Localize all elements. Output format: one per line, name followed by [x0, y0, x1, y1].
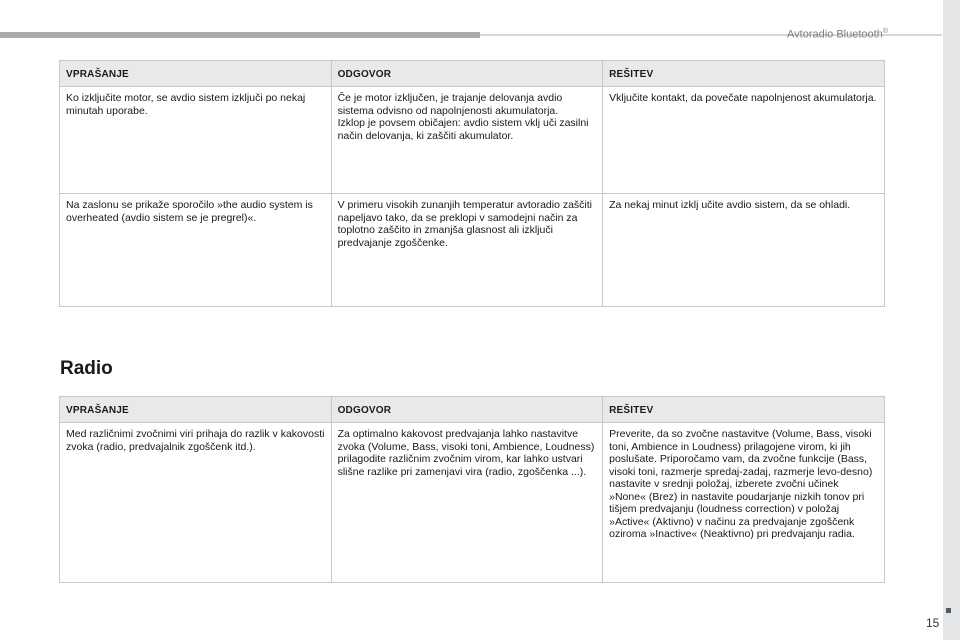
solution-cell: Vključite kontakt, da povečate napolnjenost akumulatorja. — [603, 87, 885, 194]
answer-cell: Če je motor izključen, je trajanje delovanja avdio sistema odvisno od napolnjenosti akumulatorja. Izklop je povsem običajen: avdio sistem vklj uči zasilni način delovanja, ki zaščiti akumulator. — [331, 87, 603, 194]
table-header-row — [60, 397, 885, 423]
question-cell: Ko izključite motor, se avdio sistem izključi po nekaj minutah uporabe. — [60, 87, 332, 194]
solution-cell: Za nekaj minut izklj učite avdio sistem, da se ohladi. — [603, 194, 885, 307]
header-solution: REŠITEV — [603, 61, 885, 87]
troubleshooting-table-radio — [59, 396, 885, 583]
answer-cell: V primeru visokih zunanjih temperatur avtoradio zaščiti napeljavo tako, da se preklopi v samodejni način za toplotno zaščito in zmanjša glasnost ali izključi predvajanje zgoščenke. — [331, 194, 603, 307]
page-header-title — [787, 28, 888, 41]
header-answer: ODGOVOR — [331, 397, 603, 423]
header-title-text: Avtoradio Bluetooth — [787, 28, 883, 41]
page-number: 15 — [926, 616, 940, 630]
header-question: VPRAŠANJE — [60, 397, 332, 423]
answer-cell: Za optimalno kakovost predvajanja lahko nastavitve zvoka (Volume, Bass, visoki toni, Ambience, Loudness) prilagodite različnim zvočnim virom, kar lahko ustvari slišne razlike pri zamenjavi vira (radio, zgoščenka ...). — [331, 423, 603, 583]
table-row — [60, 423, 885, 583]
page-marker-dot — [946, 608, 951, 613]
header-answer: ODGOVOR — [331, 61, 603, 87]
header-solution: REŠITEV — [603, 397, 885, 423]
troubleshooting-table-general — [59, 60, 885, 307]
registered-mark: ® — [882, 28, 888, 35]
solution-cell: Preverite, da so zvočne nastavitve (Volume, Bass, visoki toni, Ambience in Loudness) prilagojene virom, ki jih poslušate. Priporočamo vam, da zvočne funkcije (Bass, visoki toni, razmerje spredaj-zadaj, razmerje levo-desno) nastavite v srednji položaj, izberete zvočni učinek »None« (Brez) in nastavite poudarjanje nizkih tonov pri tišjem predvajanju (loudness correction) v položaj »Active« (Aktivno) v načinu za predvajanje zgoščenk oziroma »Inactive« (Neaktivno) pri predvajanju radia. — [603, 423, 885, 583]
header-rule-dark — [0, 32, 480, 38]
question-cell: Med različnimi zvočnimi viri prihaja do razlik v kakovosti zvoka (radio, predvajalnik zgoščenk itd.). — [60, 423, 332, 583]
page-side-strip — [943, 0, 960, 640]
header-question: VPRAŠANJE — [60, 61, 332, 87]
section-heading-radio: Radio — [60, 358, 113, 379]
table-row — [60, 194, 885, 307]
question-cell: Na zaslonu se prikaže sporočilo »the audio system is overheated (avdio sistem se je pregrel)«. — [60, 194, 332, 307]
table-header-row — [60, 61, 885, 87]
table-row — [60, 87, 885, 194]
